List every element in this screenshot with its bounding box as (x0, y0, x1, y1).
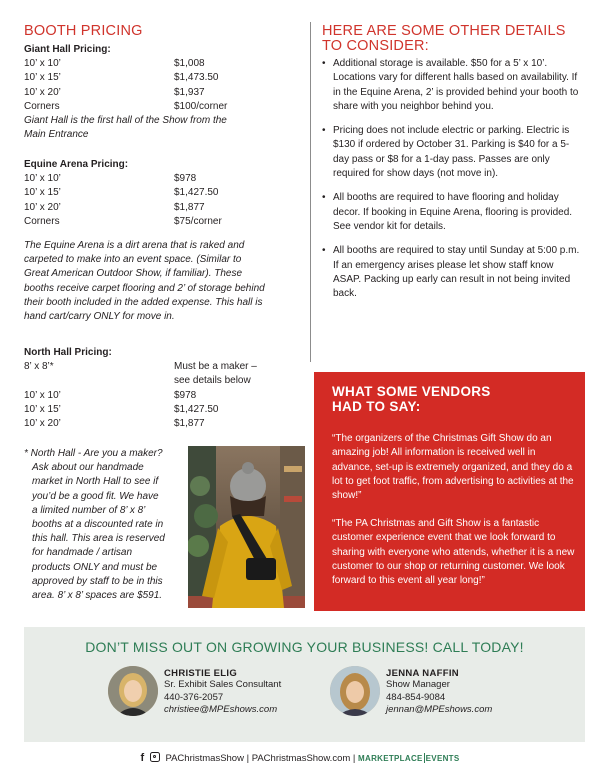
footer-separator: | (350, 753, 359, 764)
price-row (24, 215, 309, 229)
cta-text: DON’T MISS OUT ON GROWING YOUR BUSINESS! CALL TODAY! (85, 639, 524, 655)
footer-separator: | (243, 753, 252, 764)
price-cell: $1,877 (174, 201, 205, 213)
contact-email[interactable]: jennan@MPEshows.com (386, 704, 493, 715)
north-note-line: * North Hall - Are you a maker? (24, 448, 163, 459)
contact-phone[interactable]: 484-854-9084 (386, 691, 446, 703)
testimonial-quote: “The PA Christmas and Gift Show is a fantastic customer experience event that we look forward to sharing with everyone who attends, whether it is a new customer to our shop or returning customer. We look forward to this event all year long!” (332, 518, 575, 587)
price-cell: $1,937 (174, 86, 205, 98)
testimonial-quote: “The organizers of the Christmas Gift Show do an amazing job! All information is received well in advance, set-up is extremely organized, and they do a lot to get foot traffic, from advertising to activities at the show!” (332, 433, 574, 502)
price-cell: $75/corner (174, 215, 222, 227)
equine-note-line: booths receive carpet flooring and 2’ of storage behind (24, 282, 265, 294)
contact-band (24, 627, 585, 742)
shopper-photo (188, 446, 305, 608)
giant-hall-section (24, 43, 304, 142)
north-note-line: booths at a discounted rate in (32, 519, 164, 531)
price-row (24, 201, 309, 215)
price-row (24, 57, 304, 71)
equine-note-line: hand cart/carry ONLY for move in. (24, 311, 175, 323)
maker-note-line: see details below (174, 375, 251, 387)
maker-note-line: Must be a maker – (174, 361, 257, 373)
size-cell: 10’ x 15’ (24, 403, 61, 415)
equine-arena-section (24, 158, 309, 324)
size-cell: 10’ x 20’ (24, 201, 61, 213)
contact-card-christie (164, 668, 334, 717)
details-list (322, 57, 580, 311)
shopper-illustration (188, 446, 305, 608)
price-row (24, 417, 304, 431)
equine-note-line: carpeted to make into an event space. (Similar to (24, 254, 242, 266)
details-item: • All booths are required to have flooring and holiday decor. If booking in Equine Arena, flooring is provided. See vendor kit for details. (322, 191, 580, 234)
contact-card-jenna (386, 668, 556, 717)
details-item: • Pricing does not include electric or parking. Electric is $130 if ordered by October 31. Parking is $40 for a 5-day pass or $8 for a 1-day pass. Passes are only required for show days (not move in). (322, 124, 580, 181)
jenna-portrait (330, 666, 380, 716)
price-row (24, 86, 304, 100)
north-hall-note (24, 447, 189, 603)
details-heading-line: TO CONSIDER: (322, 38, 429, 54)
details-item: • All booths are required to stay until Sunday at 5:00 p.m. If an emergency arises please let show staff know ASAP. Packing up early can result in not being invited back. (322, 244, 580, 301)
price-row (24, 172, 309, 186)
giant-hall-note-line: Main Entrance (24, 129, 89, 141)
size-cell: 8’ x 8’* (24, 361, 54, 373)
north-note-line: area. 8’ x 8’ spaces are $591. (32, 590, 163, 602)
avatar (330, 666, 380, 716)
vendors-testimonials-box (314, 372, 585, 611)
price-row (24, 71, 304, 85)
equine-note-line: The Equine Arena is a dirt arena that is raked and (24, 240, 245, 252)
details-heading (322, 24, 587, 54)
price-cell: $1,473.50 (174, 72, 219, 84)
contact-email[interactable]: christiee@MPEshows.com (164, 704, 278, 715)
christie-portrait (108, 666, 158, 716)
price-cell: $100/corner (174, 100, 228, 112)
website-link[interactable]: PAChristmasShow.com (251, 753, 351, 764)
vendors-heading (332, 384, 491, 414)
size-cell: Corners (24, 215, 60, 227)
facebook-icon[interactable]: f (140, 752, 145, 764)
north-hall-section (24, 346, 304, 431)
equine-note-line: Great American Outdoor Show, if familiar). These (24, 268, 243, 280)
size-cell: 10’ x 10’ (24, 173, 61, 185)
price-cell: $1,427.50 (174, 403, 219, 415)
marketplace-events-logo (358, 754, 459, 763)
size-cell: 10’ x 10’ (24, 58, 61, 70)
price-row (24, 100, 304, 114)
north-note-line: a limited number of 8’ x 8’ (32, 504, 146, 516)
north-note-line: products ONLY and must be (32, 561, 158, 573)
footer (0, 752, 600, 764)
logo-right: EVENTS (425, 754, 460, 763)
booth-pricing-heading: BOOTH PRICING (24, 23, 143, 39)
north-note-line: this hall. This area is reserved (32, 533, 165, 545)
contact-phone[interactable]: 440-376-2057 (164, 691, 224, 703)
price-row (24, 360, 304, 388)
price-cell: $978 (174, 173, 197, 185)
instagram-icon[interactable] (150, 752, 160, 762)
contact-name: CHRISTIE ELIG (164, 668, 238, 679)
north-hall-title: North Hall Pricing: (24, 347, 112, 358)
logo-left: MARKETPLACE (358, 754, 423, 763)
size-cell: 10’ x 20’ (24, 86, 61, 98)
size-cell: 10’ x 15’ (24, 72, 61, 84)
vendors-heading-line: HAD TO SAY: (332, 399, 421, 414)
contact-title: Sr. Exhibit Sales Consultant (164, 679, 282, 690)
north-note-line: market in North Hall to see if (32, 476, 159, 488)
giant-hall-title: Giant Hall Pricing: (24, 44, 111, 55)
north-note-line: Ask about our handmade (32, 462, 144, 474)
column-divider (310, 22, 311, 362)
size-cell: Corners (24, 100, 60, 112)
price-cell: $1,877 (174, 418, 205, 430)
avatar (108, 666, 158, 716)
contact-title: Show Manager (386, 679, 450, 690)
size-cell: 10’ x 15’ (24, 187, 61, 199)
price-row (24, 389, 304, 403)
price-cell (174, 360, 257, 388)
north-note-line: for handmade / artisan (32, 547, 133, 559)
vendors-heading-line: WHAT SOME VENDORS (332, 384, 491, 399)
size-cell: 10’ x 10’ (24, 389, 61, 401)
price-cell: $978 (174, 389, 197, 401)
price-cell: $1,427.50 (174, 187, 219, 199)
price-row (24, 403, 304, 417)
north-note-line: approved by staff to be in this (32, 575, 163, 587)
size-cell: 10’ x 20’ (24, 418, 61, 430)
price-cell: $1,008 (174, 58, 205, 70)
contact-name: JENNA NAFFIN (386, 668, 459, 679)
details-heading-line: HERE ARE SOME OTHER DETAILS (322, 23, 566, 39)
north-note-line: you’d be a good fit. We have (32, 490, 159, 502)
price-row (24, 186, 309, 200)
equine-arena-title: Equine Arena Pricing: (24, 159, 129, 170)
giant-hall-note-line: Giant Hall is the first hall of the Show from the (24, 115, 227, 127)
details-item: • Additional storage is available. $50 for a 5’ x 10’. Locations vary for different halls based on availability. If in the Equine Arena, 2’ is provided behind your booth to share with you neighbor behind you. (322, 57, 580, 114)
equine-note-line: their booth included in the added expense. This hall is (24, 296, 263, 308)
social-handle-link[interactable]: PAChristmasShow (165, 753, 244, 764)
